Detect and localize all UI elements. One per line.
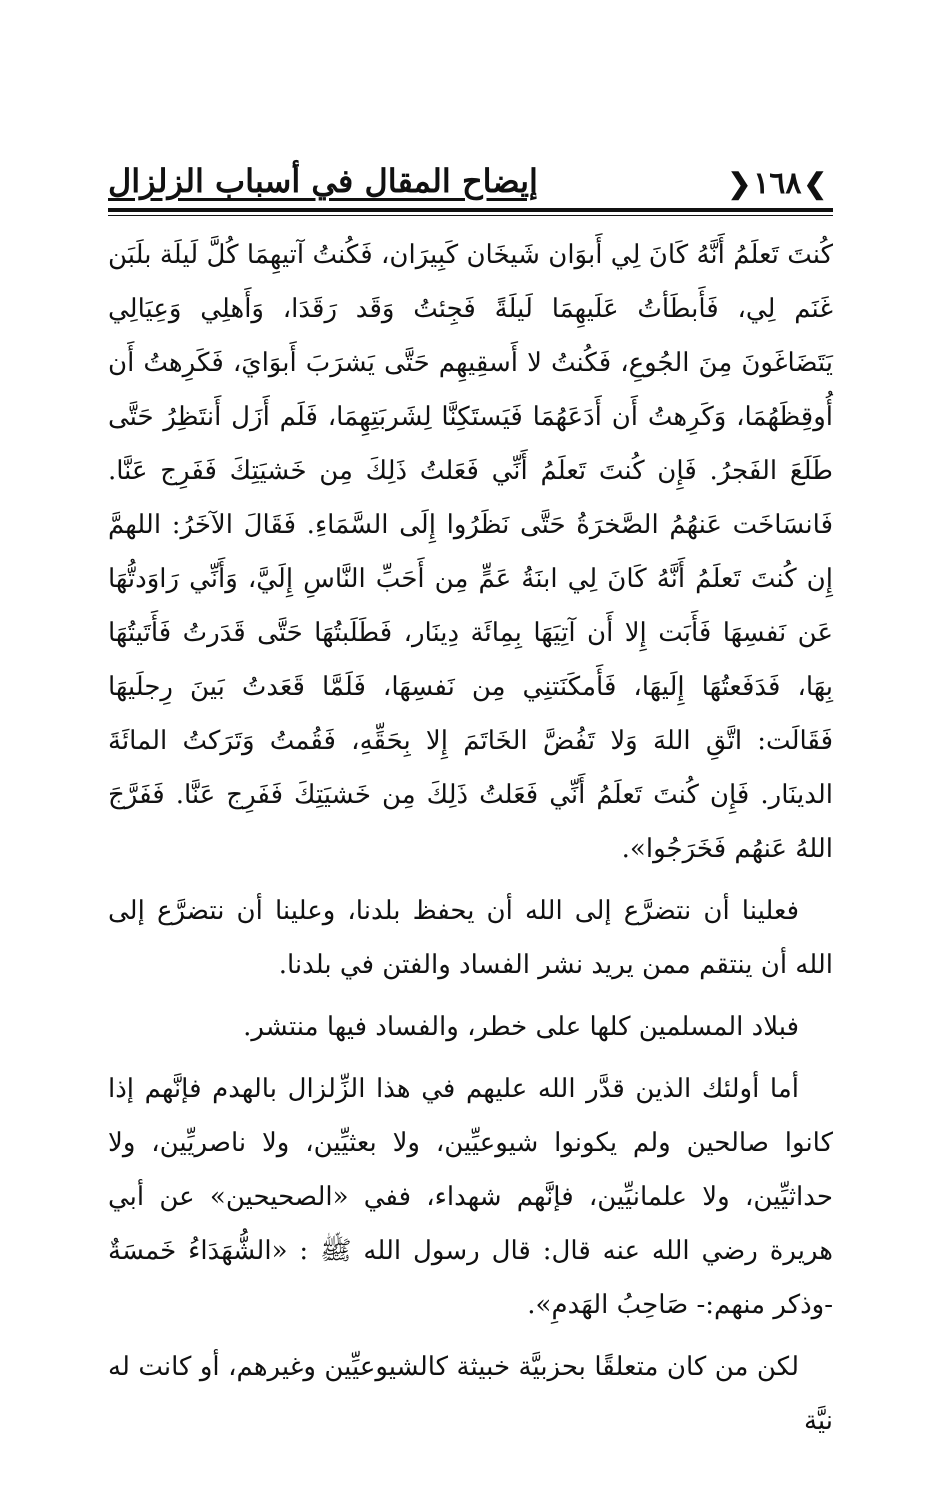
- header-rule-thick: [108, 208, 833, 212]
- body-text: [108, 228, 833, 1448]
- paragraph-hadith: كُنتَ تَعلَمُ أَنَّهُ كَانَ لِي أَبوَان شَيخَان كَبِيرَان، فَكُنتُ آتيهِمَا كُلَّ لَيلَة بلَبَن غَنَم لِي، فَأَبطَأتُ عَلَيهِمَا لَيلَةً فَجِئتُ وَقَد رَقَدَا، وَأَهلِي وَعِيَالِي يَتَضَاغَونَ مِنَ الجُوعِ، فَكُنتُ لا أَسقِيهِم حَتَّى يَشرَبَ أَبوَايَ، فَكَرِهتُ أَن أُوقِظَهُمَا، وَكَرِهتُ أَن أَدَعَهُمَا فَيَستَكِنَّا لِشَربَتِهِمَا، فَلَم أَزَل أَنتَظِرُ حَتَّى طَلَعَ الفَجرُ. فَإِن كُنتَ تَعلَمُ أَنِّي فَعَلتُ ذَلِكَ مِن خَشيَتِكَ فَفَرِج عَنَّا. فَانسَاخَت عَنهُمُ الصَّخرَةُ حَتَّى نَظَرُوا إِلَى السَّمَاءِ. فَقَالَ الآخَرُ: اللهمَّ إِن كُنتَ تَعلَمُ أَنَّهُ كَانَ لِي ابنَةُ عَمٍّ مِن أَحَبِّ النَّاسِ إِلَيَّ، وَأَنِّي رَاوَدتُّهَا عَن نَفسِهَا فَأَبَت إِلا أَن آتِيَهَا بِمِائَة دِينَار، فَطَلَبتُهَا حَتَّى قَدَرتُ فَأَتَيتُهَا بِهَا، فَدَفَعتُهَا إِلَيهَا، فَأَمكَنَتنِي مِن نَفسِهَا، فَلَمَّا قَعَدتُ بَينَ رِجلَيهَا فَقَالَت: اتَّقِ اللهَ وَلا تَفُضَّ الخَاتَمَ إِلا بِحَقِّهِ، فَقُمتُ وَتَرَكتُ المائَةَ الدينَار. فَإِن كُنتَ تَعلَمُ أَنِّي فَعَلتُ ذَلِكَ مِن خَشيَتِكَ فَفَرِج عَنَّا. فَفَرَّجَ اللهُ عَنهُم فَخَرَجُوا».: [108, 240, 833, 864]
- paragraph-partisans: لكن من كان متعلقًا بحزبيَّة خبيثة كالشيوعيِّين وغيرهم، أو كانت له نيَّة: [108, 1352, 833, 1436]
- page-number: ❯ ١٦٨ ❮: [722, 166, 833, 201]
- page-header: [108, 160, 833, 210]
- paragraph-martyrs: أما أولئك الذين قدَّر الله عليهم في هذا الزِّلزال بالهدم فإنَّهم إذا كانوا صالحين ولم يكونوا شيوعيِّين، ولا بعثيِّين، ولا ناصريِّين، ولا حداثيِّين، ولا علمانيِّين، فإنَّهم شهداء، ففي «الصحيحين» عن أبي هريرة رضي الله عنه قال: قال رسول الله ﷺ : «الشُّهَدَاءُ خَمسَةٌ -وذكر منهم:- صَاحِبُ الهَدمِ».: [108, 1074, 833, 1320]
- header-rule-thin: [108, 215, 833, 216]
- paragraph-supplication: فعلينا أن نتضرَّع إلى الله أن يحفظ بلدنا، وعلينا أن نتضرَّع إلى الله أن ينتقم ممن يريد نشر الفساد والفتن في بلدنا.: [108, 896, 833, 980]
- paragraph-danger: فبلاد المسلمين كلها على خطر، والفساد فيها منتشر.: [243, 1012, 799, 1042]
- running-title: إيضاح المقال في أسباب الزلزال: [108, 162, 538, 200]
